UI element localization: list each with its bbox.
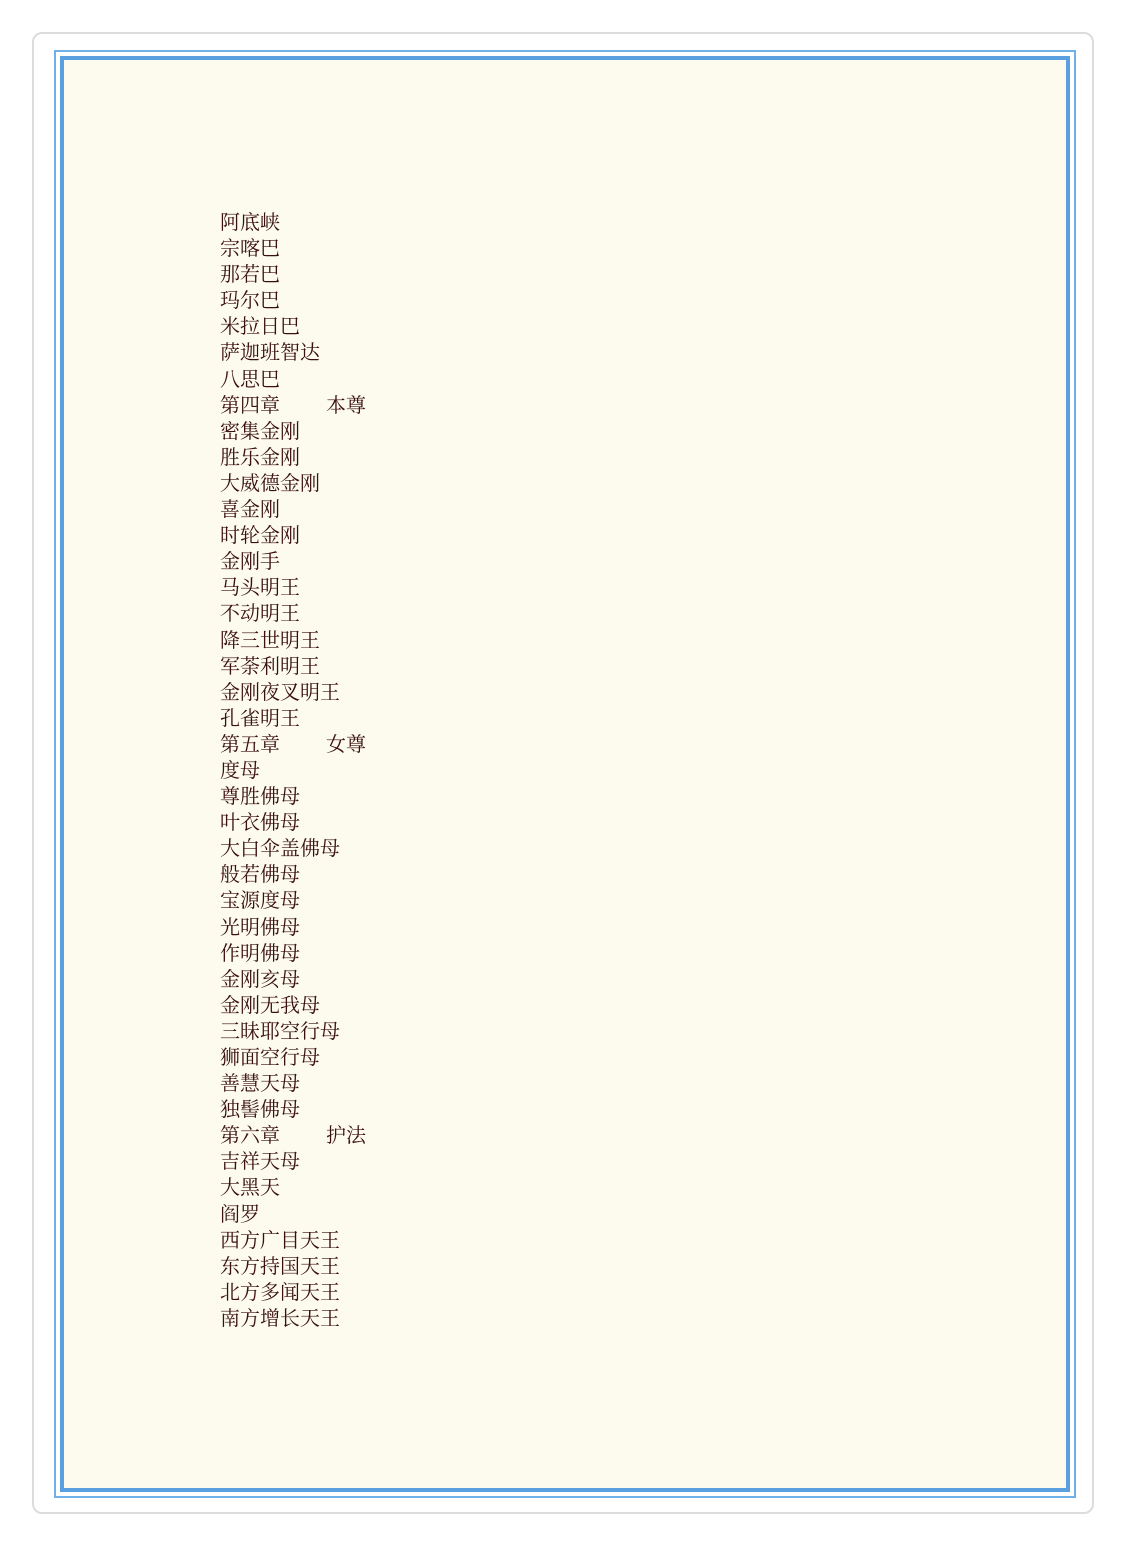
toc-entry: 金刚手 [220, 549, 280, 574]
toc-entry: 金刚亥母 [220, 966, 300, 991]
toc-entry: 喜金刚 [220, 497, 280, 522]
toc-entry: 孔雀明王 [220, 705, 300, 730]
chapter-number: 第四章 [220, 392, 280, 417]
toc-entry: 般若佛母 [220, 862, 300, 887]
toc-entry: 光明佛母 [220, 914, 300, 939]
toc-entry: 米拉日巴 [220, 314, 300, 339]
toc-entry: 宝源度母 [220, 888, 300, 913]
toc-entry: 独髻佛母 [220, 1097, 300, 1122]
toc-entry: 大威德金刚 [220, 470, 320, 495]
table-of-contents [220, 209, 366, 1331]
chapter-title: 护法 [326, 1123, 366, 1148]
toc-entry: 金刚无我母 [220, 992, 320, 1017]
toc-entry: 时轮金刚 [220, 523, 300, 548]
toc-entry: 不动明王 [220, 601, 300, 626]
toc-entry: 大黑天 [220, 1175, 280, 1200]
toc-entry: 狮面空行母 [220, 1045, 320, 1069]
chapter-title: 女尊 [326, 731, 366, 756]
toc-entry: 宗喀巴 [220, 236, 280, 261]
toc-entry: 尊胜佛母 [220, 784, 300, 809]
chapter-number: 第五章 [220, 731, 280, 756]
toc-entry: 胜乐金刚 [220, 444, 300, 469]
chapter-title: 本尊 [326, 392, 366, 417]
toc-entry: 军荼利明王 [220, 653, 320, 678]
toc-entry: 玛尔巴 [220, 288, 280, 313]
toc-entry: 八思巴 [220, 366, 280, 391]
toc-entry: 阿底峡 [220, 210, 280, 234]
toc-entry: 度母 [220, 757, 260, 782]
toc-entry: 萨迦班智达 [220, 340, 320, 365]
toc-entry: 大白伞盖佛母 [220, 836, 340, 861]
toc-entry: 金刚夜叉明王 [220, 679, 340, 704]
toc-entry: 三昧耶空行母 [220, 1018, 340, 1043]
toc-entry: 善慧天母 [220, 1071, 300, 1096]
chapter-heading [220, 731, 366, 757]
toc-entry: 那若巴 [220, 262, 280, 287]
toc-entry: 叶衣佛母 [220, 810, 300, 835]
toc-entry: 作明佛母 [220, 940, 300, 965]
toc-entry: 阎罗 [220, 1201, 260, 1226]
chapter-number: 第六章 [220, 1123, 280, 1148]
toc-entry: 降三世明王 [220, 627, 320, 652]
toc-entry: 密集金刚 [220, 418, 300, 443]
toc-entry: 东方持国天王 [220, 1253, 340, 1278]
toc-entry: 西方广目天王 [220, 1227, 340, 1252]
toc-entry: 南方增长天王 [220, 1305, 340, 1330]
toc-entry: 马头明王 [220, 575, 300, 600]
toc-entry: 北方多闻天王 [220, 1279, 340, 1304]
page-border-inner [60, 56, 1070, 1492]
chapter-heading [220, 1122, 366, 1148]
chapter-heading [220, 392, 366, 418]
toc-entry: 吉祥天母 [220, 1149, 300, 1174]
